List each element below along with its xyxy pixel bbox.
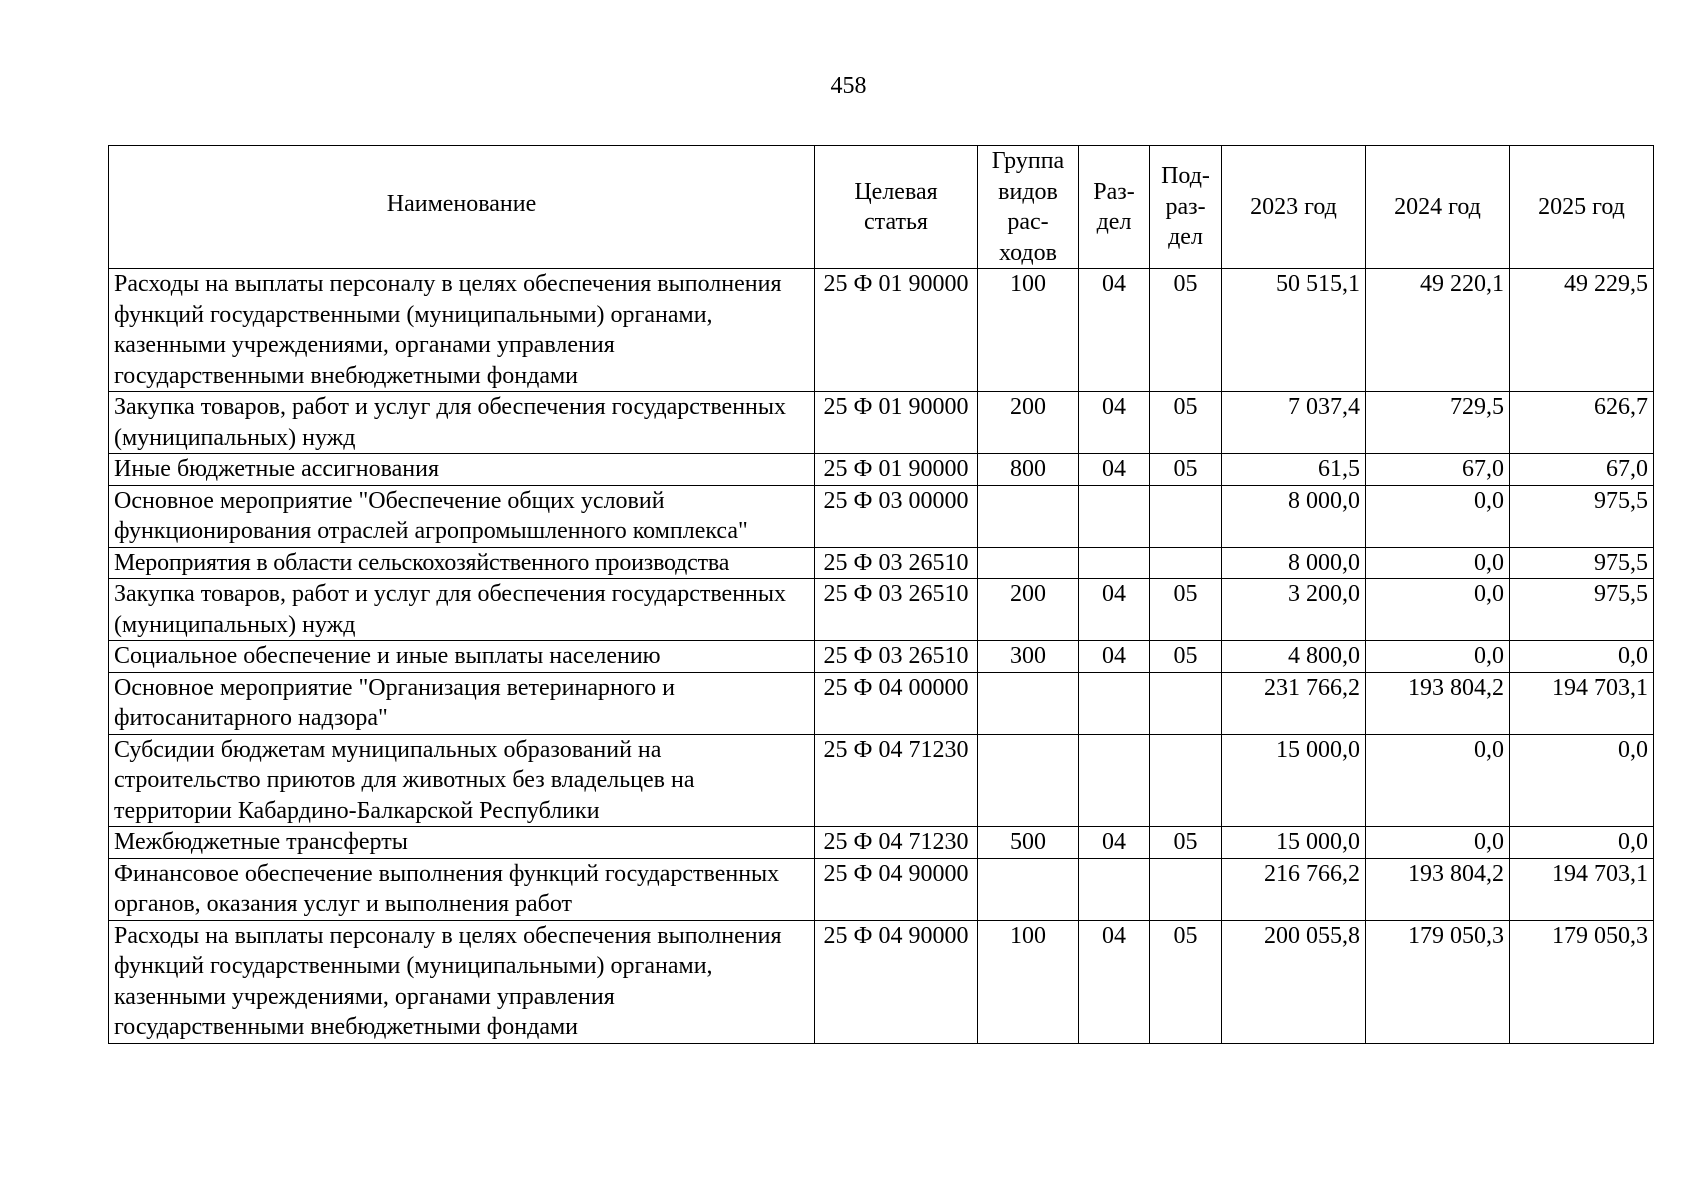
cell-2024: 193 804,2 <box>1366 672 1510 734</box>
cell-section <box>1079 734 1150 827</box>
header-2025: 2025 год <box>1510 146 1654 269</box>
cell-name: Основное мероприятие "Организация ветеринарного и фитосанитарного надзора" <box>109 672 815 734</box>
cell-group <box>978 672 1079 734</box>
cell-2023: 216 766,2 <box>1222 858 1366 920</box>
cell-2023: 7 037,4 <box>1222 392 1366 454</box>
cell-name: Финансовое обеспечение выполнения функций государственных органов, оказания услуг и выполнения работ <box>109 858 815 920</box>
table-row <box>109 858 1654 920</box>
cell-subsection <box>1150 547 1222 579</box>
cell-name: Иные бюджетные ассигнования <box>109 454 815 486</box>
table-row <box>109 579 1654 641</box>
cell-section <box>1079 858 1150 920</box>
cell-subsection <box>1150 485 1222 547</box>
cell-target: 25 Ф 04 90000 <box>815 858 978 920</box>
cell-name: Субсидии бюджетам муниципальных образований на строительство приютов для животных без владельцев на территории Кабардино-Балкарской Республики <box>109 734 815 827</box>
cell-group: 100 <box>978 920 1079 1043</box>
cell-2024: 0,0 <box>1366 485 1510 547</box>
cell-section <box>1079 672 1150 734</box>
header-subsection: Под-раз-дел <box>1150 146 1222 269</box>
cell-group <box>978 734 1079 827</box>
cell-2024: 729,5 <box>1366 392 1510 454</box>
cell-2023: 61,5 <box>1222 454 1366 486</box>
table-row <box>109 920 1654 1043</box>
cell-section: 04 <box>1079 641 1150 673</box>
cell-2024: 0,0 <box>1366 827 1510 859</box>
cell-subsection <box>1150 858 1222 920</box>
cell-2025: 975,5 <box>1510 547 1654 579</box>
cell-2024: 49 220,1 <box>1366 269 1510 392</box>
cell-name: Мероприятия в области сельскохозяйственного производства <box>109 547 815 579</box>
header-2024: 2024 год <box>1366 146 1510 269</box>
cell-name: Социальное обеспечение и иные выплаты населению <box>109 641 815 673</box>
table-row <box>109 547 1654 579</box>
cell-2025: 975,5 <box>1510 485 1654 547</box>
cell-2023: 200 055,8 <box>1222 920 1366 1043</box>
cell-name: Основное мероприятие "Обеспечение общих условий функционирования отраслей агропромышленного комплекса" <box>109 485 815 547</box>
cell-2023: 231 766,2 <box>1222 672 1366 734</box>
cell-2025: 0,0 <box>1510 734 1654 827</box>
cell-2025: 179 050,3 <box>1510 920 1654 1043</box>
cell-group: 200 <box>978 392 1079 454</box>
cell-2025: 194 703,1 <box>1510 858 1654 920</box>
cell-section: 04 <box>1079 269 1150 392</box>
cell-group <box>978 485 1079 547</box>
cell-2024: 0,0 <box>1366 547 1510 579</box>
cell-2023: 8 000,0 <box>1222 485 1366 547</box>
cell-2025: 0,0 <box>1510 641 1654 673</box>
table-row <box>109 827 1654 859</box>
cell-target: 25 Ф 03 26510 <box>815 641 978 673</box>
cell-2023: 50 515,1 <box>1222 269 1366 392</box>
table-row <box>109 485 1654 547</box>
cell-name: Закупка товаров, работ и услуг для обеспечения государственных (муниципальных) нужд <box>109 392 815 454</box>
cell-group: 800 <box>978 454 1079 486</box>
cell-section: 04 <box>1079 827 1150 859</box>
cell-subsection <box>1150 672 1222 734</box>
cell-subsection: 05 <box>1150 579 1222 641</box>
cell-subsection: 05 <box>1150 454 1222 486</box>
table-row <box>109 641 1654 673</box>
cell-2023: 4 800,0 <box>1222 641 1366 673</box>
cell-section: 04 <box>1079 579 1150 641</box>
cell-2025: 49 229,5 <box>1510 269 1654 392</box>
cell-section: 04 <box>1079 920 1150 1043</box>
cell-section: 04 <box>1079 454 1150 486</box>
cell-2025: 67,0 <box>1510 454 1654 486</box>
table-row <box>109 454 1654 486</box>
table-row <box>109 269 1654 392</box>
cell-group: 200 <box>978 579 1079 641</box>
cell-target: 25 Ф 01 90000 <box>815 269 978 392</box>
cell-target: 25 Ф 04 90000 <box>815 920 978 1043</box>
cell-2024: 0,0 <box>1366 641 1510 673</box>
cell-target: 25 Ф 03 00000 <box>815 485 978 547</box>
cell-group: 500 <box>978 827 1079 859</box>
cell-subsection: 05 <box>1150 641 1222 673</box>
cell-2024: 0,0 <box>1366 579 1510 641</box>
cell-2023: 8 000,0 <box>1222 547 1366 579</box>
header-2023: 2023 год <box>1222 146 1366 269</box>
cell-section <box>1079 547 1150 579</box>
cell-target: 25 Ф 03 26510 <box>815 579 978 641</box>
cell-2025: 0,0 <box>1510 827 1654 859</box>
cell-2023: 15 000,0 <box>1222 827 1366 859</box>
cell-subsection: 05 <box>1150 392 1222 454</box>
cell-target: 25 Ф 01 90000 <box>815 454 978 486</box>
cell-subsection: 05 <box>1150 920 1222 1043</box>
cell-target: 25 Ф 01 90000 <box>815 392 978 454</box>
cell-target: 25 Ф 03 26510 <box>815 547 978 579</box>
cell-2023: 3 200,0 <box>1222 579 1366 641</box>
cell-group <box>978 547 1079 579</box>
cell-name: Расходы на выплаты персоналу в целях обеспечения выполнения функций государственными (муниципальными) органами, казенными учреждениями, органами управления государственными внебюджетными фондами <box>109 920 815 1043</box>
header-target: Целевая статья <box>815 146 978 269</box>
cell-2025: 626,7 <box>1510 392 1654 454</box>
cell-section <box>1079 485 1150 547</box>
table-row <box>109 392 1654 454</box>
table-row <box>109 734 1654 827</box>
cell-2023: 15 000,0 <box>1222 734 1366 827</box>
cell-name: Межбюджетные трансферты <box>109 827 815 859</box>
cell-2025: 975,5 <box>1510 579 1654 641</box>
cell-name: Закупка товаров, работ и услуг для обеспечения государственных (муниципальных) нужд <box>109 579 815 641</box>
cell-name: Расходы на выплаты персоналу в целях обеспечения выполнения функций государственными (муниципальными) органами, казенными учреждениями, органами управления государственными внебюджетными фондами <box>109 269 815 392</box>
cell-2024: 67,0 <box>1366 454 1510 486</box>
table-row <box>109 672 1654 734</box>
cell-subsection: 05 <box>1150 827 1222 859</box>
table-header-row <box>109 146 1654 269</box>
cell-group: 100 <box>978 269 1079 392</box>
cell-target: 25 Ф 04 00000 <box>815 672 978 734</box>
cell-2025: 194 703,1 <box>1510 672 1654 734</box>
cell-subsection <box>1150 734 1222 827</box>
cell-group <box>978 858 1079 920</box>
header-group: Группа видов рас-ходов <box>978 146 1079 269</box>
cell-target: 25 Ф 04 71230 <box>815 734 978 827</box>
header-name: Наименование <box>109 146 815 269</box>
page-number: 458 <box>830 73 867 99</box>
cell-2024: 179 050,3 <box>1366 920 1510 1043</box>
cell-subsection: 05 <box>1150 269 1222 392</box>
cell-2024: 0,0 <box>1366 734 1510 827</box>
cell-2024: 193 804,2 <box>1366 858 1510 920</box>
cell-section: 04 <box>1079 392 1150 454</box>
budget-table <box>108 145 1654 1044</box>
cell-group: 300 <box>978 641 1079 673</box>
cell-target: 25 Ф 04 71230 <box>815 827 978 859</box>
header-section: Раз-дел <box>1079 146 1150 269</box>
